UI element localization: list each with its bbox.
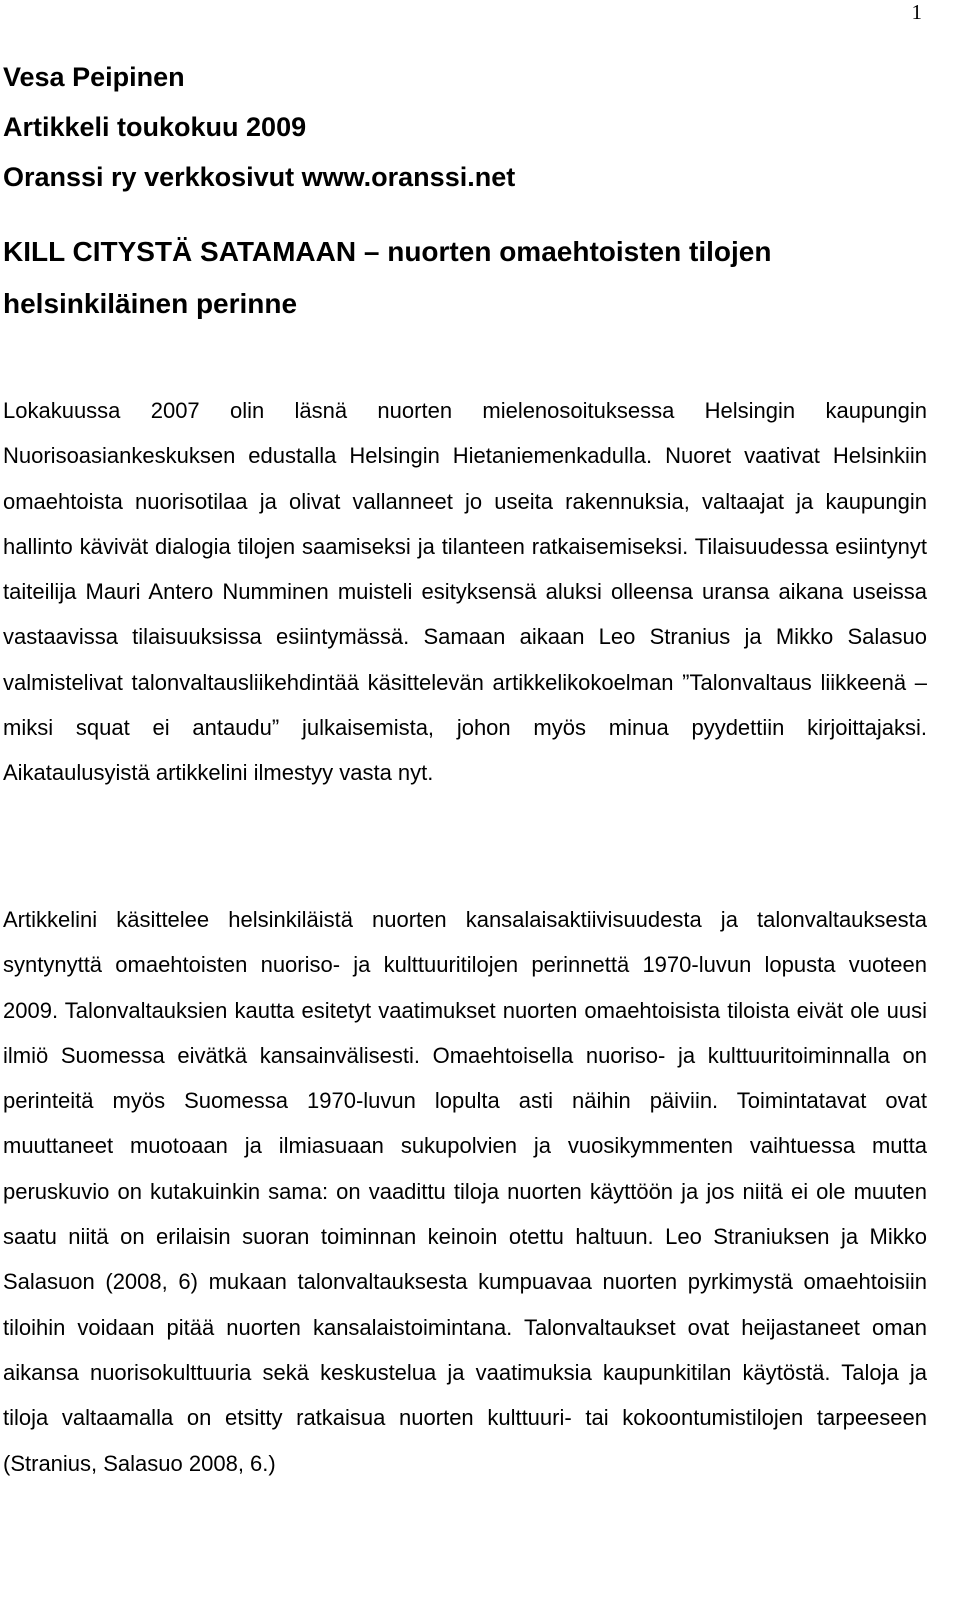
article-date: Artikkeli toukokuu 2009 — [3, 112, 307, 142]
body-paragraph: Artikkelini käsittelee helsinkiläistä nuorten kansalaisaktiivisuudesta ja talonvaltauksesta syntynyttä omaehtoisten nuoriso- ja kulttuuritilojen perinnettä 1970-luvun lopusta vuoteen 2009. Talonvaltauksien kautta esitetyt vaatimukset nuorten omaehtoisista tiloista eivät ole uusi ilmiö Suomessa eivätkä kansainvälisesti. Omaehtoisella nuoriso- ja kulttuuritoiminnalla on perinteitä myös Suomessa 1970-luvun lopulta asti näihin päiviin. Toimintatavat ovat muuttaneet muotoaan ja ilmiasuaan sukupolvien ja vuosikymmenten vaihtuessa mutta peruskuvio on kutakuinkin sama: on vaadittu tiloja nuorten käyttöön ja jos niitä ei ole muuten saatu niitä on erilaisin suoran toiminnan keinoin otettu haltuun. Leo Straniuksen ja Mikko Salasuon (2008, 6) mukaan talonvaltauksesta kumpuavaa nuorten pyrkimystä omaehtoisiin tiloihin voidaan pitää nuorten kansalaistoimintana. Talonvaltaukset ovat heijastaneet oman aikansa nuorisokulttuuria sekä keskustelua ja vaatimuksia kaupunkitilan käytöstä. Taloja ja tiloja valtaamalla on etsitty ratkaisua nuorten kulttuuri- tai kokoontumistilojen tarpeeseen (Stranius, Salasuo 2008, 6.) — [3, 907, 927, 1476]
document-header — [3, 52, 933, 202]
body-paragraph: Lokakuussa 2007 olin läsnä nuorten mielenosoituksessa Helsingin kaupungin Nuorisoasiankeskuksen edustalla Helsingin Hietaniemenkadulla. Nuoret vaativat Helsinkiin omaehtoista nuorisotilaa ja olivat vallanneet jo useita rakennuksia, valtaajat ja kaupungin hallinto kävivät dialogia tilojen saamiseksi ja tilanteen ratkaisemiseksi. Tilaisuudessa esiintynyt taiteilija Mauri Antero Numminen muisteli esityksensä aluksi olleensa uransa aikana useissa vastaavissa tilaisuuksissa esiintymässä. Samaan aikaan Leo Stranius ja Mikko Salasuo valmistelivat talonvaltausliikehdintää käsittelevän artikkelikokoelman ”Talonvaltaus liikkeenä – miksi squat ei antaudu” julkaisemista, johon myös minua pyydettiin kirjoittajaksi. Aikataulusyistä artikkelini ilmestyy vasta nyt. — [3, 398, 927, 786]
article-source: Oranssi ry verkkosivut www.oranssi.net — [3, 162, 516, 192]
article-title: KILL CITYSTÄ SATAMAAN – nuorten omaehtoisten tilojen helsinkiläinen perinne — [3, 236, 772, 319]
author-name: Vesa Peipinen — [3, 62, 185, 92]
page-number: 1 — [911, 0, 922, 24]
